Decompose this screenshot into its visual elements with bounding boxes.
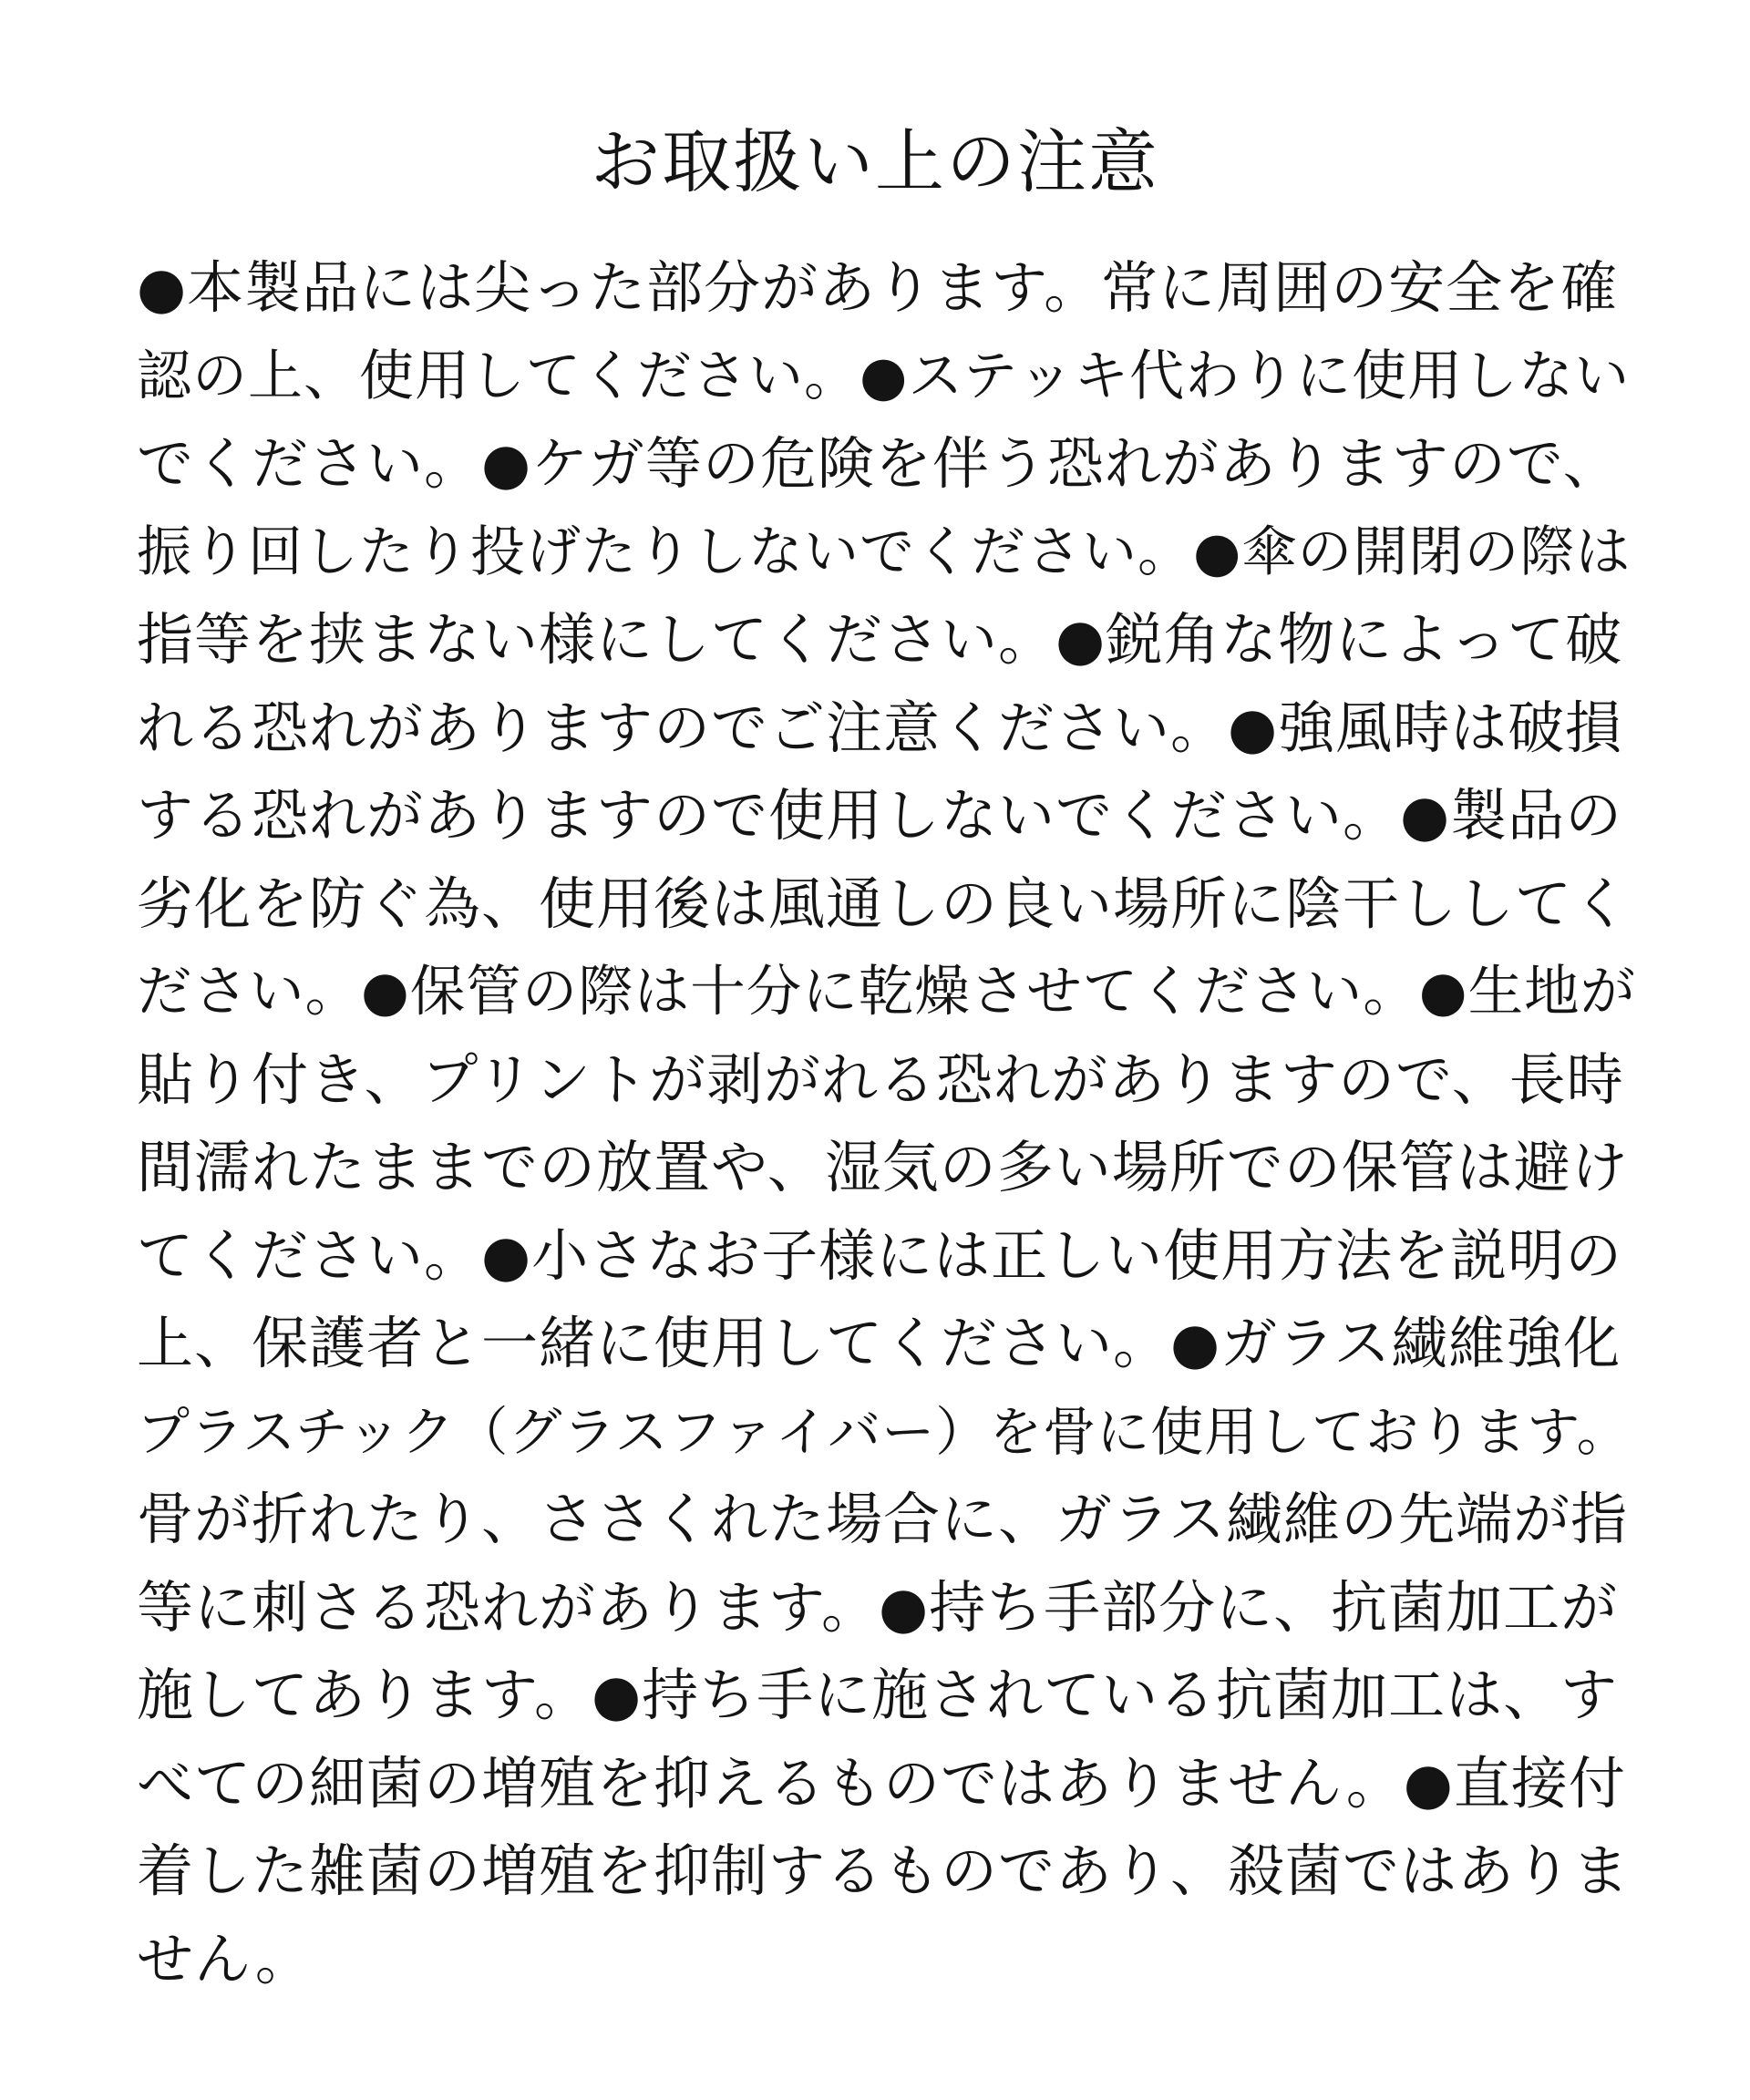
notice-line: 着した雑菌の増殖を抑制するものであり、殺菌ではありま	[137, 1838, 1631, 1904]
notice-line: プラスチック（グラスファイバー）を骨に使用しております。	[137, 1400, 1631, 1463]
notice-line: ださい。●保管の際は十分に乾燥させてください。●生地が	[137, 960, 1637, 1024]
notice-line: てください。●小さなお子様には正しい使用方法を説明の	[137, 1221, 1623, 1289]
notice-line: れる恐れがありますのでご注意ください。●強風時は破損	[137, 694, 1623, 761]
notice-line: 劣化を防ぐ為、使用後は風通しの良い場所に陰干ししてく	[137, 870, 1631, 937]
notice-line: せん。	[137, 1925, 313, 1992]
notice-line: 上、保護者と一緒に使用してください。●ガラス繊維強化	[137, 1310, 1621, 1376]
notice-line: ●本製品には尖った部分があります。常に周囲の安全を確	[137, 254, 1619, 321]
page-title: お取扱い上の注意	[591, 121, 1159, 202]
notice-line: べての細菌の増殖を抑えるものではありません。●直接付	[137, 1749, 1626, 1817]
notice-line: 認の上、使用してください。●ステッキ代わりに使用しない	[137, 344, 1631, 408]
notice-line: 間濡れたままでの放置や、湿気の多い場所での保管は避け	[137, 1134, 1629, 1200]
notice-line: 施してあります。●持ち手に施されている抗菌加工は、す	[137, 1662, 1619, 1728]
notice-line: する恐れがありますので使用しないでください。●製品の	[137, 782, 1623, 849]
notice-line: 骨が折れたり、ささくれた場合に、ガラス繊維の先端が指	[137, 1486, 1629, 1552]
notice-line: でください。●ケガ等の危険を伴う恐れがありますので、	[137, 430, 1621, 497]
notice-line: 指等を挟まない様にしてください。●鋭角な物によって破	[137, 606, 1623, 673]
notice-line: 振り回したり投げたりしないでください。●傘の開閉の際は	[137, 520, 1632, 584]
notice-line: 貼り付き、プリントが剥がれる恐れがありますので、長時	[137, 1045, 1624, 1113]
notice-line: 等に刺さる恐れがあります。●持ち手部分に、抗菌加工が	[137, 1573, 1619, 1641]
notice-body	[137, 244, 1641, 2003]
